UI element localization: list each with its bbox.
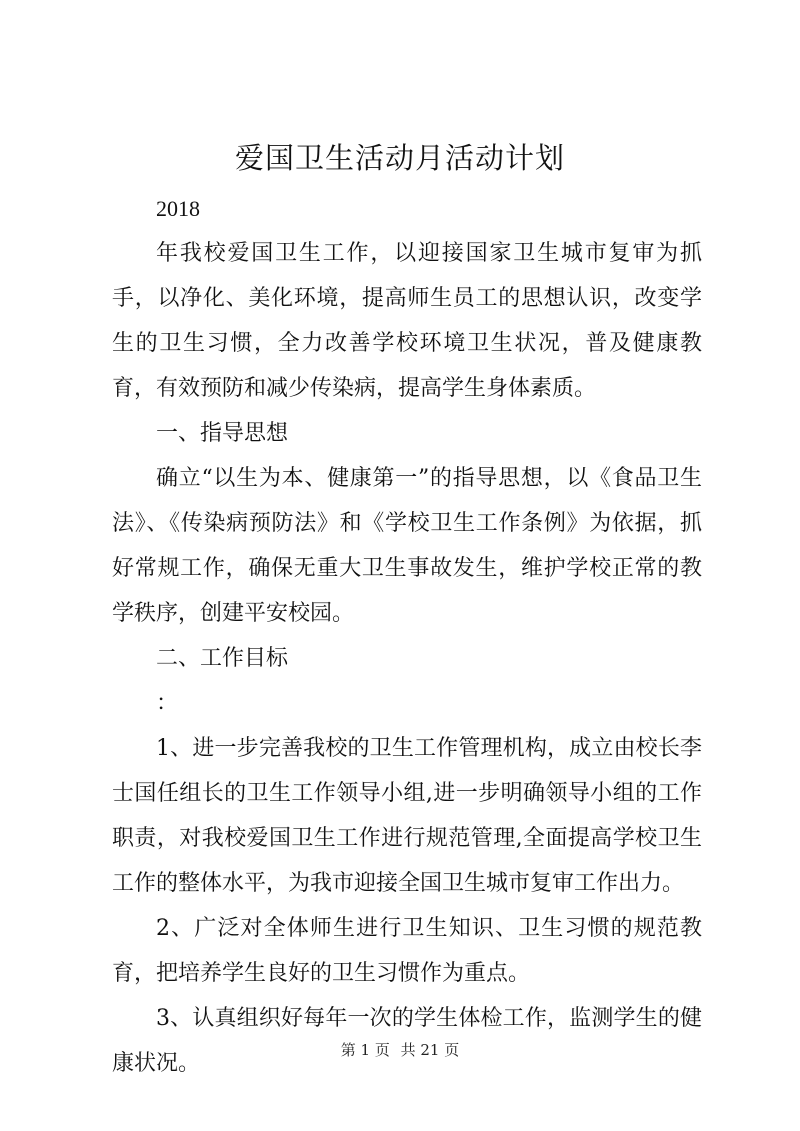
paragraph-goal-3: 3、认真组织好每年一次的学生体检工作，监测学生的健康状况。 bbox=[112, 1006, 702, 1076]
paragraph-intro: 年我校爱国卫生工作，以迎接国家卫生城市复审为抓手，以净化、美化环境，提高师生员工的思想认识，改变学生的卫生习惯，全力改善学校环境卫生状况，普及健康教育，有效预防和减少传染病，提高学生身体素质。 bbox=[112, 241, 702, 401]
paragraph-goal-2: 2、广泛对全体师生进行卫生知识、卫生习惯的规范教育，把培养学生良好的卫生习惯作为重点。 bbox=[112, 916, 702, 986]
section-heading-guiding-thought: 一、指导思想 bbox=[156, 421, 289, 446]
paragraph-guiding-thought: 确立“以生为本、健康第一”的指导思想，以《食品卫生法》、《传染病预防法》和《学校卫生工作条例》为依据，抓好常规工作，确保无重大卫生事故发生，维护学校正常的教学秩序，创建平安校园。 bbox=[112, 466, 702, 626]
paragraph-colon: ： bbox=[156, 691, 179, 716]
document-title: 爱国卫生活动月活动计划 bbox=[234, 141, 565, 175]
document-body bbox=[112, 186, 702, 1086]
paragraph-year: 2018 bbox=[156, 196, 200, 221]
page-number: 第 1 页 bbox=[340, 1041, 390, 1059]
page-footer bbox=[0, 1040, 800, 1060]
page-total: 共 21 页 bbox=[400, 1041, 460, 1059]
paragraph-goal-1: 1、进一步完善我校的卫生工作管理机构，成立由校长李士国任组长的卫生工作领导小组,进一步明确领导小组的工作职责，对我校爱国卫生工作进行规范管理,全面提高学校卫生工作的整体水平，为我市迎接全国卫生城市复审工作出力。 bbox=[112, 736, 702, 896]
section-heading-work-goals: 二、工作目标 bbox=[156, 646, 289, 671]
